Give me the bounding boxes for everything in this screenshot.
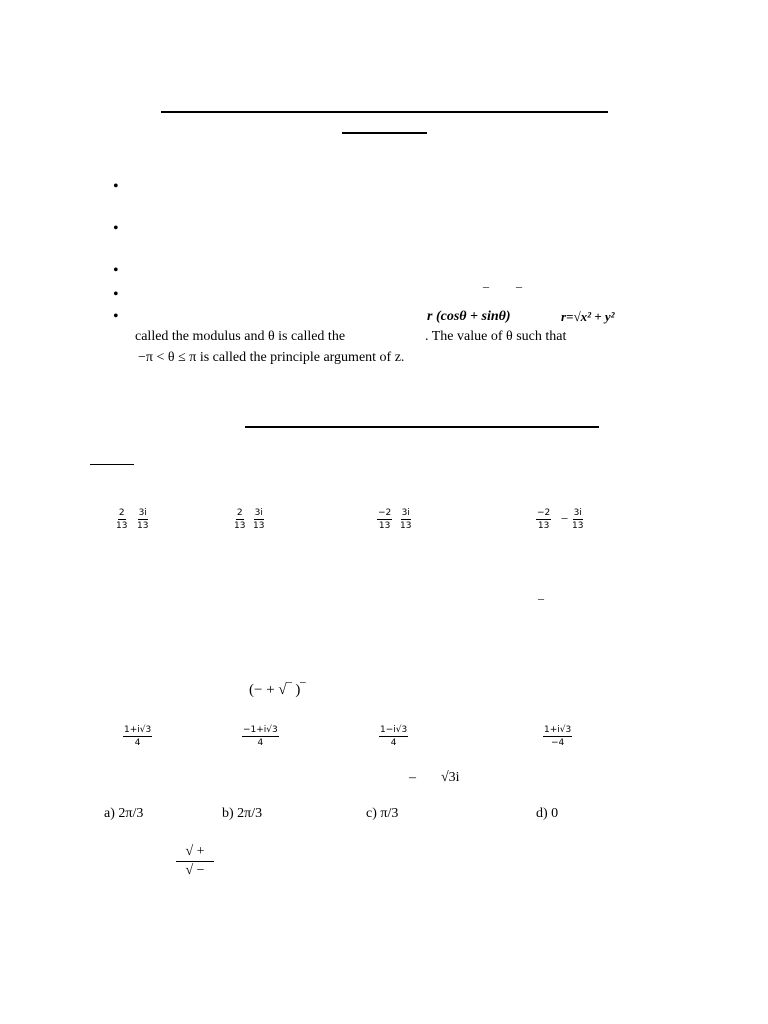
q1-d-frac2: $\frac{3i}{13}$ bbox=[572, 508, 584, 531]
q1-c-frac1: $\frac{-2}{13}$ bbox=[378, 508, 392, 531]
q4-denominator: √ − bbox=[185, 863, 205, 878]
q3-option-a[interactable]: a) 2π/3 bbox=[104, 806, 144, 821]
bullet-5: • bbox=[113, 308, 119, 325]
q1-b-frac2: $\frac{3i}{13}$ bbox=[253, 508, 265, 531]
q2-option-d[interactable]: $\frac{1+i√3}{-4}$ bbox=[544, 725, 572, 748]
q1-a-frac1: $\frac{2}{13}$ bbox=[116, 508, 128, 531]
q2-expression: (− + √‾ )‾ bbox=[249, 682, 306, 698]
q2-option-b[interactable]: $\frac{-1+i√3}{4}$ bbox=[243, 725, 278, 748]
q3-dash: – bbox=[409, 770, 416, 785]
modulus-line: called the modulus and θ is called the bbox=[135, 329, 346, 344]
section-underline bbox=[245, 426, 599, 428]
bullet-1: • bbox=[113, 178, 119, 195]
q3-fragment: √3i bbox=[441, 770, 460, 785]
dash-mark-2: _ bbox=[516, 275, 522, 289]
argument-line-end: . The value of θ such that bbox=[425, 329, 567, 344]
q1-b-frac1: $\frac{2}{13}$ bbox=[234, 508, 246, 531]
q3-option-d[interactable]: d) 0 bbox=[536, 806, 559, 821]
q1-c-frac2: $\frac{3i}{13}$ bbox=[400, 508, 412, 531]
q3-option-b[interactable]: b) 2π/3 bbox=[222, 806, 263, 821]
principal-argument-line: −π < θ ≤ π is called the principle argument of z. bbox=[138, 350, 405, 365]
bullet-3: • bbox=[113, 262, 119, 279]
polar-form: r (cosθ + sinθ) bbox=[427, 309, 511, 324]
label-underline bbox=[90, 464, 134, 465]
dash-mark-1: _ bbox=[483, 275, 489, 289]
subtitle-underline bbox=[342, 132, 427, 134]
q3-option-c[interactable]: c) π/3 bbox=[366, 806, 399, 821]
q1-d-frac1: $\frac{-2}{13}$ bbox=[537, 508, 551, 531]
bullet-4: • bbox=[113, 286, 119, 303]
q2-option-c[interactable]: $\frac{1-i√3}{4}$ bbox=[380, 725, 408, 748]
q2-option-a[interactable]: $\frac{1+i√3}{4}$ bbox=[124, 725, 152, 748]
modulus-formula: r=√x² + y² bbox=[561, 309, 615, 324]
q1-trailing-dash: _ bbox=[538, 587, 544, 601]
q4-fraction bbox=[176, 843, 214, 880]
q4-numerator: √ + bbox=[176, 843, 214, 862]
title-underline bbox=[161, 111, 608, 113]
q1-a-frac2: $\frac{3i}{13}$ bbox=[137, 508, 149, 531]
bullet-2: • bbox=[113, 220, 119, 237]
q1-d-minus: − bbox=[561, 511, 569, 526]
